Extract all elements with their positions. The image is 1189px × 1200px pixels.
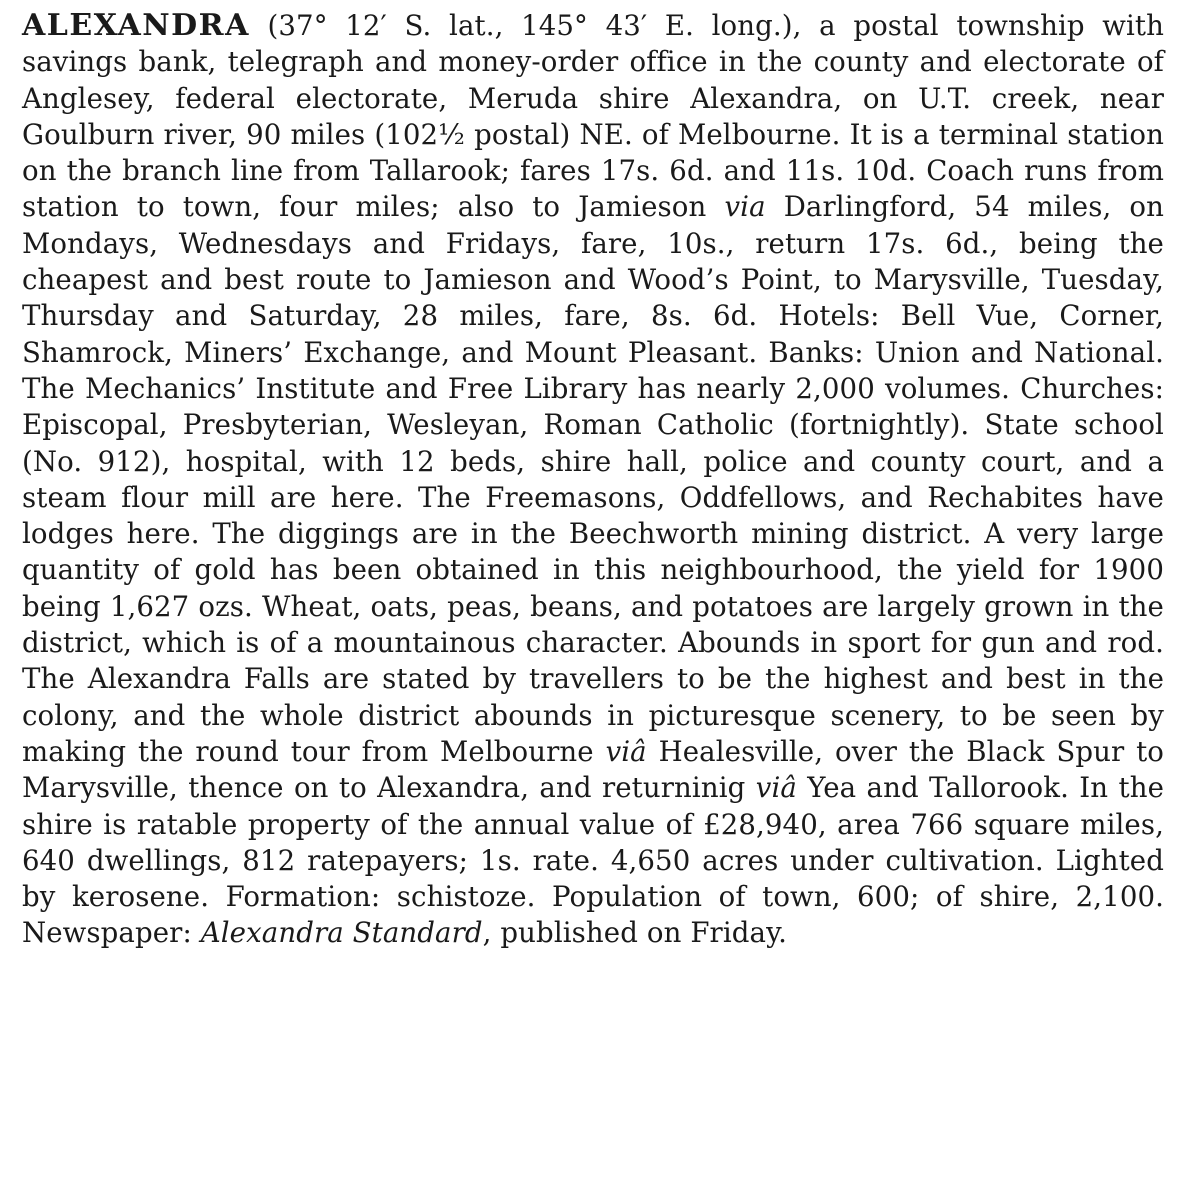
newspaper-title: Alexandra Standard [200, 916, 483, 950]
gazetteer-entry [22, 8, 1164, 952]
entry-text-via-3: viâ [755, 771, 797, 805]
entry-text-3: Healesville, over the Black Spur to Marysville, thence on to Alexandra, and returninig [22, 734, 1164, 805]
entry-text-1: (37° 12′ S. lat., 145° 43′ E. long.), a postal township with savings bank, telegraph and money-order office in the county and electorate of Anglesey, federal electorate, Meruda shire Alexandra, on U.T. creek, near Goulburn river, 90 miles (102½ postal) NE. of Melbourne. It is a terminal station on the branch line from Tallarook; fares 17s. 6d. and 11s. 10d. Coach runs from station to town, four miles; also to Jamieson [22, 9, 1164, 224]
entry-text-2: Darlingford, 54 miles, on Mondays, Wednesdays and Fridays, fare, 10s., return 17s. 6d., being the cheapest and best route to Jamieson and Wood’s Point, to Marysville, Tuesday, Thursday and Saturday, 28 miles, fare, 8s. 6d. Hotels: Bell Vue, Corner, Shamrock, Miners’ Exchange, and Mount Pleasant. Banks: Union and National. The Mechanics’ Institute and Free Library has nearly 2,000 volumes. Churches: Episcopal, Presbyterian, Wesleyan, Roman Catholic (fortnightly). State school (No. 912), hospital, with 12 beds, shire hall, police and county court, and a steam flour mill are here. The Freemasons, Oddfellows, and Rechabites have lodges here. The diggings are in the Beechworth mining district. A very large quantity of gold has been obtained in this neighbourhood, the yield for 1900 being 1,627 ozs. Wheat, oats, peas, beans, and potatoes are largely grown in the district, which is of a mountainous character. Abounds in sport for gun and rod. The Alexandra Falls are stated by travellers to be the highest and best in the colony, and the whole district abounds in picturesque scenery, to be seen by making the round tour from Melbourne [22, 190, 1165, 768]
entry-headword: ALEXANDRA [22, 8, 250, 43]
entry-text-via-1: via [724, 190, 766, 224]
entry-text-5: , published on Friday. [482, 916, 787, 950]
entry-text-4: Yea and Tallorook. In the shire is ratable property of the annual value of £28,940, area 766 square miles, 640 dwellings, 812 ratepayers; 1s. rate. 4,650 acres under cultivation. Lighted by kerosene. Formation: schistoze. Population of town, 600; of shire, 2,100. Newspaper: [22, 771, 1164, 950]
entry-text-via-2: viâ [605, 734, 647, 768]
